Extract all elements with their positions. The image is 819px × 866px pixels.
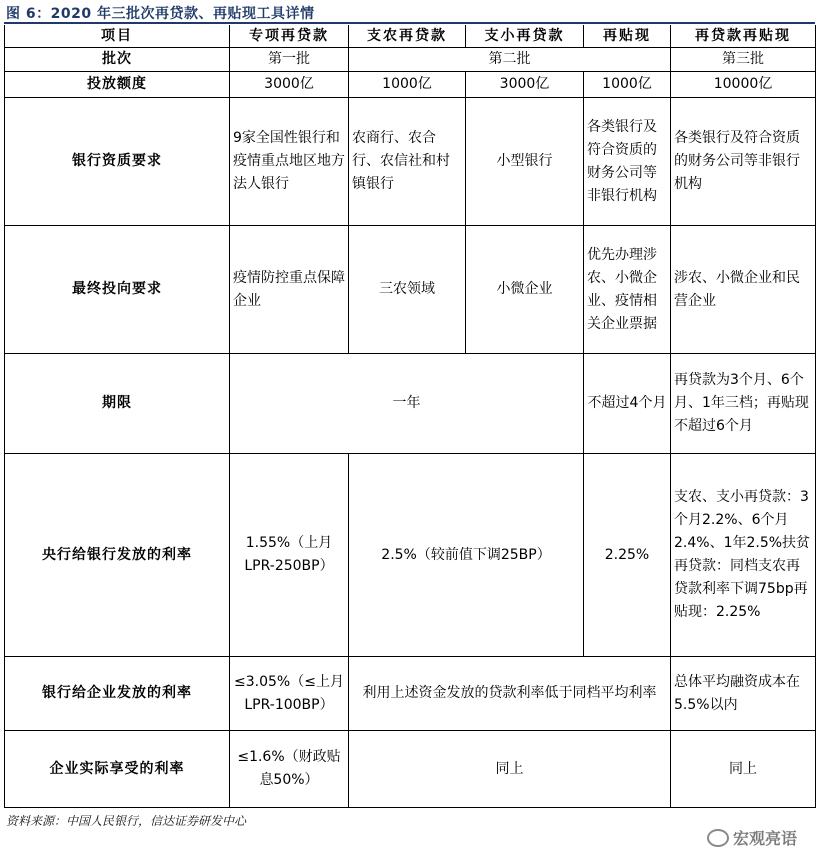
source-note: 资料来源：中国人民银行，信达证券研发中心 — [6, 814, 247, 828]
batch-second: 第二批 — [349, 48, 671, 72]
qualify-c3: 小型银行 — [466, 98, 584, 226]
target-c4: 优先办理涉农、小微企业、疫情相关企业票据 — [584, 226, 671, 354]
term-c1to3: 一年 — [230, 354, 584, 454]
wechat-icon — [707, 829, 729, 847]
target-c1: 疫情防控重点保障企业 — [230, 226, 349, 354]
bank-rate-c1: ≤3.05%（≤上月LPR-100BP） — [230, 657, 349, 731]
bank-rate-c2to4: 利用上述资金发放的贷款利率低于同档平均利率 — [349, 657, 671, 731]
target-c2: 三农领域 — [349, 226, 466, 354]
amount-c1: 3000亿 — [230, 72, 349, 98]
header-c1: 专项再贷款 — [230, 25, 349, 48]
target-c3: 小微企业 — [466, 226, 584, 354]
actual-rate-c2to4: 同上 — [349, 731, 671, 808]
amount-c4: 1000亿 — [584, 72, 671, 98]
amount-c5: 10000亿 — [671, 72, 816, 98]
qualify-c2: 农商行、农合行、农信社和村镇银行 — [349, 98, 466, 226]
bank-rate-c5: 总体平均融资成本在 5.5%以内 — [671, 657, 816, 731]
row-label-cb-rate: 央行给银行发放的利率 — [4, 454, 230, 657]
header-c3: 支小再贷款 — [466, 25, 584, 48]
row-label-batch: 批次 — [4, 48, 230, 72]
amount-c2: 1000亿 — [349, 72, 466, 98]
term-c4: 不超过4个月 — [584, 354, 671, 454]
batch-first: 第一批 — [230, 48, 349, 72]
cb-rate-c4: 2.25% — [584, 454, 671, 657]
qualify-c4: 各类银行及符合资质的财务公司等非银行机构 — [584, 98, 671, 226]
cb-rate-c5: 支农、支小再贷款：3个月2.2%、6个月2.4%、1年2.5%扶贫再贷款：同档支农再贷款利率下调75bp再贴现：2.25% — [671, 454, 816, 657]
amount-c3: 3000亿 — [466, 72, 584, 98]
header-c2: 支农再贷款 — [349, 25, 466, 48]
row-label-bank-rate: 银行给企业发放的利率 — [4, 657, 230, 731]
row-label-qualify: 银行资质要求 — [4, 98, 230, 226]
header-c5: 再贷款再贴现 — [671, 25, 816, 48]
row-label-target: 最终投向要求 — [4, 226, 230, 354]
row-label-actual-rate: 企业实际享受的利率 — [4, 731, 230, 808]
figure-title: 图 6：2020 年三批次再贷款、再贴现工具详情 — [6, 6, 315, 22]
batch-third: 第三批 — [671, 48, 816, 72]
term-c5: 再贷款为3个月、6个月、1年三档；再贴现不超过6个月 — [671, 354, 816, 454]
cb-rate-c2to3: 2.5%（较前值下调25BP） — [349, 454, 584, 657]
actual-rate-c1: ≤1.6%（财政贴息50%） — [230, 731, 349, 808]
row-label-term: 期限 — [4, 354, 230, 454]
target-c5: 涉农、小微企业和民营企业 — [671, 226, 816, 354]
cb-rate-c1: 1.55%（上月LPR-250BP） — [230, 454, 349, 657]
watermark — [707, 826, 797, 849]
header-c4: 再贴现 — [584, 25, 671, 48]
qualify-c1: 9家全国性银行和疫情重点地区地方法人银行 — [230, 98, 349, 226]
qualify-c5: 各类银行及符合资质的财务公司等非银行机构 — [671, 98, 816, 226]
title-rule — [4, 22, 815, 24]
watermark-text: 宏观亮语 — [732, 829, 797, 848]
actual-rate-c5: 同上 — [671, 731, 816, 808]
header-item: 项目 — [4, 25, 230, 48]
row-label-amount: 投放额度 — [4, 72, 230, 98]
